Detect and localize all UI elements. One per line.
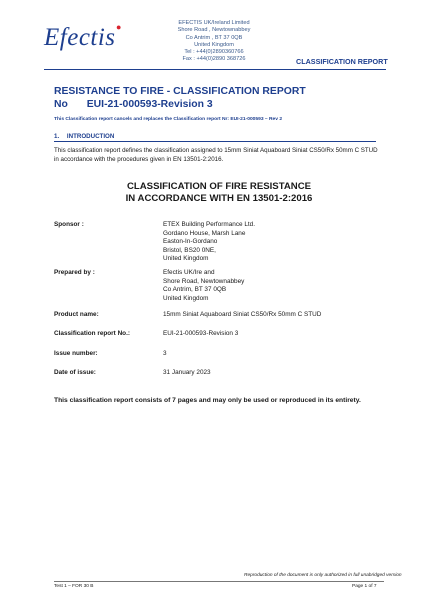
prepared-line: Shore Road, Newtownabbey xyxy=(163,277,245,285)
cancel-note: This Classification report cancels and replaces the Classification report Nr: EUI-21-000593 – Rev 2 xyxy=(54,117,283,122)
sponsor-line: Bristol, BS20 0NE, xyxy=(163,246,216,254)
date-of-issue-value: 31 January 2023 xyxy=(163,369,211,376)
company-line: Tel : +44(0)2890360766 xyxy=(184,49,244,56)
prepared-by-value xyxy=(163,269,244,303)
efectis-logo xyxy=(44,22,122,52)
issue-number-value: 3 xyxy=(163,350,167,357)
issue-number-label: Issue number: xyxy=(54,350,98,357)
logo-dot-icon: ● xyxy=(116,22,122,32)
prepared-line: Co Antrim, BT 37 0QB xyxy=(163,286,227,293)
report-no-value: EUI-21-000593-Revision 3 xyxy=(163,330,239,337)
company-line: Co Antrim , BT 37 0QB xyxy=(185,34,243,41)
classification-heading-line: CLASSIFICATION OF FIRE RESISTANCE xyxy=(126,181,312,192)
company-address-block xyxy=(166,20,262,64)
header-divider xyxy=(44,69,386,70)
report-no-label: No xyxy=(54,99,68,110)
sponsor-line: Gordano House, Marsh Lane xyxy=(163,229,246,237)
prepared-line: United Kingdom xyxy=(163,294,209,302)
logo-text: Efectis xyxy=(44,24,116,51)
company-line: Fax : +44(0)2890 368726 xyxy=(182,56,246,63)
reproduction-note: Reproduction of the document is only authorized in full unabridged version xyxy=(244,573,402,578)
sponsor-value xyxy=(163,221,255,264)
product-name-label: Product name: xyxy=(54,311,99,318)
company-line: EFECTIS UK/Ireland Limited xyxy=(178,20,250,26)
sponsor-line: Easton-In-Gordano xyxy=(163,238,218,245)
product-name-value: 15mm Siniat Aquaboard Siniat CS50/Rx 50mm C STUD xyxy=(163,311,322,318)
prepared-line: Efectis UK/Ire and xyxy=(163,269,215,276)
prepared-by-label: Prepared by : xyxy=(54,269,95,276)
doc-type-label: CLASSIFICATION REPORT xyxy=(296,57,388,66)
sponsor-line: United Kingdom xyxy=(163,255,209,262)
classification-heading-line: IN ACCORDANCE WITH EN 13501-2:2016 xyxy=(125,193,313,204)
date-of-issue-label: Date of issue: xyxy=(54,369,96,376)
section-heading-introduction xyxy=(54,133,114,140)
section-heading: INTRODUCTION xyxy=(66,133,115,140)
footer-reference: Test 1 – FOR 30 B xyxy=(54,584,94,589)
company-line: United Kingdom xyxy=(194,41,234,48)
classification-heading xyxy=(54,181,384,205)
report-title: RESISTANCE TO FIRE - CLASSIFICATION REPORT xyxy=(54,86,306,97)
footer-divider xyxy=(54,581,384,582)
section-divider xyxy=(54,141,376,142)
sponsor-label: Sponsor : xyxy=(54,221,84,228)
report-no-label: Classification report No.: xyxy=(54,330,130,337)
introduction-text: This classification report defines the classification assigned to 15mm Siniat Aquaboard Siniat CS50/Rx 50mm C STUD in accordance with the procedures given in EN 13501-2:2016. xyxy=(54,147,378,163)
report-number-line xyxy=(54,99,213,110)
company-line: Shore Road , Newtownabbey xyxy=(177,27,251,34)
entirety-note: This classification report consists of 7 pages and may only be used or reproduced in its entirety. xyxy=(54,397,361,404)
report-number: EUI-21-000593-Revision 3 xyxy=(86,99,213,110)
page-number: Page 1 of 7 xyxy=(352,584,377,589)
sponsor-line: ETEX Building Performance Ltd. xyxy=(163,221,255,228)
section-number: 1. xyxy=(54,133,60,140)
